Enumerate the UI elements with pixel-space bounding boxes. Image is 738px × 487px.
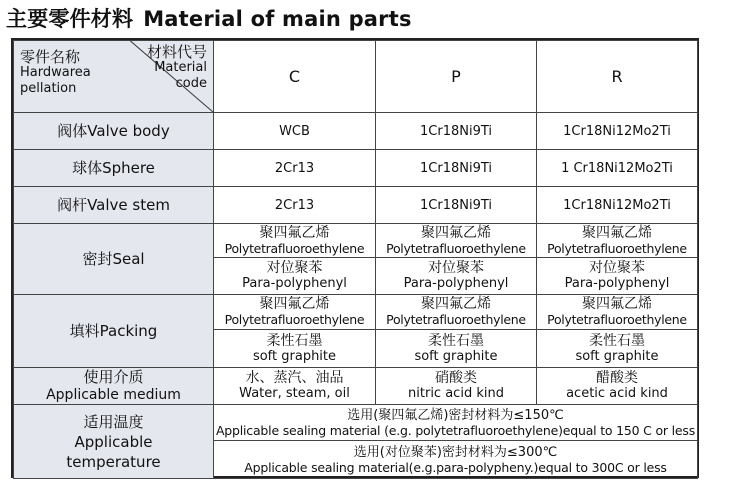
valve-stem-r: 1Cr18Ni12Mo2Ti [537,187,698,224]
valve-stem-c: 2Cr13 [214,187,376,224]
seal-r-ppl-en: Para-polyphenyl [564,276,670,291]
temperature-line-2-en: Applicable sealing material(e.g.para-polypheny.)equal to 300C or less [244,459,667,475]
valve-stem-label: 阀杆Valve stem [14,187,214,224]
sphere-c: 2Cr13 [214,150,376,187]
temperature-line-1-zh: 选用(聚四氟乙烯)密封材料为≤150℃ [347,407,564,423]
packing-label: 填料Packing [14,295,214,368]
packing-c-graphite-zh: 柔性石墨 [266,332,323,349]
packing-r-graphite-zh: 柔性石墨 [589,332,645,349]
medium-c-en: Water, steam, oil [239,386,350,401]
table-row [14,150,698,187]
medium-p [376,368,537,405]
seal-c-ppl-en: Para-polyphenyl [242,276,347,291]
part-name-en1: Hardwarea [20,65,91,80]
temperature-label-zh: 适用温度 [83,412,144,431]
seal-p-ppl-en: Para-polyphenyl [403,276,509,291]
packing-p-ptfe-zh: 聚四氟乙烯 [421,296,491,312]
medium-c [214,368,376,405]
part-name-en2: pellation [20,81,77,96]
packing-p-ptfe-en: Polytetrafluoroethylene [386,312,526,327]
seal-p-ppl [376,258,537,295]
corner-header-cell [14,41,214,113]
sphere-p: 1Cr18Ni9Ti [376,150,537,187]
packing-c-ptfe [214,295,376,330]
packing-c-ptfe-en: Polytetrafluoroethylene [224,312,365,327]
seal-p-ptfe [376,224,537,258]
packing-r-ptfe-zh: 聚四氟乙烯 [582,296,652,312]
seal-c-ptfe-zh: 聚四氟乙烯 [259,224,330,241]
temperature-label-en1: Applicable [74,432,153,451]
part-name-zh: 零件名称 [20,48,81,66]
packing-r-ptfe-en: Polytetrafluoroethylene [547,312,687,327]
seal-p-ppl-zh: 对位聚苯 [428,260,484,276]
part-name-label [20,49,91,97]
valve-body-r: 1Cr18Ni12Mo2Ti [537,113,698,150]
medium-label-zh: 使用介质 [83,368,144,386]
seal-c-ptfe [214,224,376,258]
seal-label: 密封Seal [14,224,214,295]
header-row [14,41,698,113]
medium-p-zh: 硝酸类 [435,370,477,386]
table-row [14,224,698,258]
material-code-en1: Material [154,60,207,75]
code-r-header: R [537,41,698,113]
seal-r-ppl-zh: 对位聚苯 [589,260,645,276]
sphere-label: 球体Sphere [14,150,214,187]
page-title [6,4,412,34]
medium-label-en: Applicable medium [46,387,181,403]
temperature-line-2 [214,441,698,479]
medium-r-en: acetic acid kind [566,386,668,401]
temperature-label-en2: temperature [66,452,161,471]
seal-p-ptfe-zh: 聚四氟乙烯 [421,224,491,241]
seal-p-ptfe-en: Polytetrafluoroethylene [386,240,526,256]
packing-r-graphite [537,330,698,368]
medium-label [14,368,214,405]
packing-p-graphite [376,330,537,368]
table-row [14,113,698,150]
valve-body-label: 阀体Valve body [14,113,214,150]
medium-r-zh: 醋酸类 [596,370,638,386]
sphere-r: 1 Cr18Ni12Mo2Ti [537,150,698,187]
medium-p-en: nitric acid kind [408,386,504,401]
seal-c-ptfe-en: Polytetrafluoroethylene [224,240,365,256]
code-c-header: C [214,41,376,113]
packing-p-graphite-zh: 柔性石墨 [428,332,484,349]
medium-c-zh: 水、蒸汽、油品 [245,370,344,386]
table-row [14,405,698,441]
seal-r-ppl [537,258,698,295]
packing-p-graphite-en: soft graphite [414,348,498,364]
seal-r-ptfe-en: Polytetrafluoroethylene [547,240,687,256]
seal-c-ppl [214,258,376,295]
valve-body-c: WCB [214,113,376,150]
materials-table [13,40,698,479]
medium-r [537,368,698,405]
title-en: Material of main parts [143,7,412,31]
temperature-line-2-zh: 选用(对位聚苯)密封材料为≤300℃ [353,444,558,460]
temperature-label [14,405,214,479]
packing-c-graphite-en: soft graphite [252,348,337,364]
valve-body-p: 1Cr18Ni9Ti [376,113,537,150]
table-row [14,368,698,405]
valve-stem-p: 1Cr18Ni9Ti [376,187,537,224]
seal-r-ptfe [537,224,698,258]
packing-r-graphite-en: soft graphite [575,348,659,364]
material-code-label [147,44,207,92]
material-code-en2: code [175,76,207,91]
seal-c-ppl-zh: 对位聚苯 [266,260,323,276]
code-p-header: P [376,41,537,113]
temperature-line-1 [214,405,698,441]
material-code-zh: 材料代号 [146,43,207,61]
table-row [14,187,698,224]
table-row [14,295,698,330]
packing-c-graphite [214,330,376,368]
packing-r-ptfe [537,295,698,330]
title-zh: 主要零件材料 [6,7,134,31]
packing-c-ptfe-zh: 聚四氟乙烯 [259,296,330,312]
temperature-line-1-en: Applicable sealing material (e.g. polytetrafluoroethylene)equal to 150 C or less [215,422,696,438]
packing-p-ptfe [376,295,537,330]
seal-r-ptfe-zh: 聚四氟乙烯 [582,224,652,241]
